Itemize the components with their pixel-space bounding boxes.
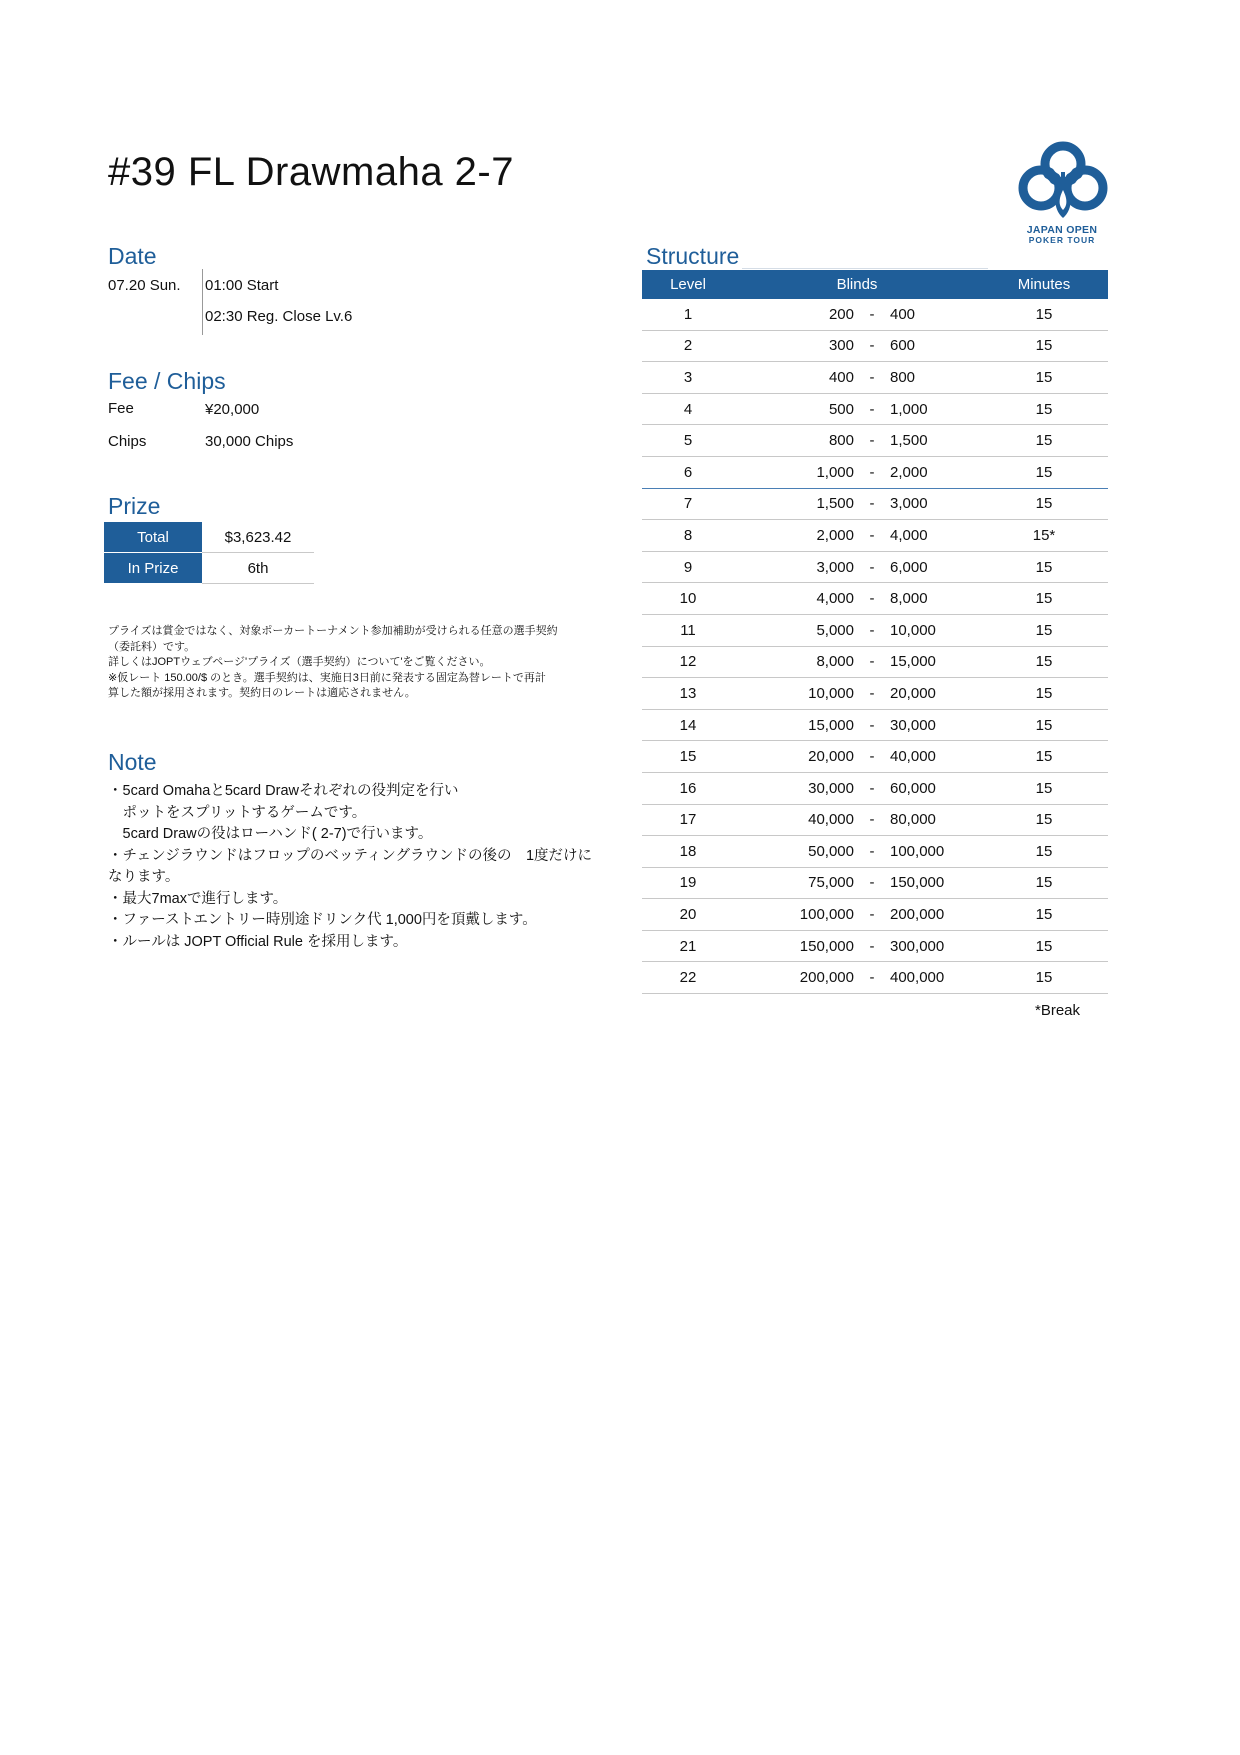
small-blind-cell: 2,000 [734, 520, 854, 552]
level-cell: 16 [642, 772, 734, 804]
minutes-column-header: Minutes [980, 270, 1108, 299]
blind-separator: - [854, 393, 890, 425]
small-blind-cell: 15,000 [734, 709, 854, 741]
structure-row [642, 330, 1108, 362]
prize-in-prize-label: In Prize [104, 553, 202, 584]
start-time: 01:00 Start [205, 277, 279, 294]
prize-total-label: Total [104, 522, 202, 553]
structure-row [642, 362, 1108, 394]
small-blind-cell: 500 [734, 393, 854, 425]
minutes-cell: 15 [980, 551, 1108, 583]
minutes-cell: 15 [980, 362, 1108, 394]
minutes-cell: 15 [980, 772, 1108, 804]
big-blind-cell: 600 [890, 330, 980, 362]
big-blind-cell: 1,000 [890, 393, 980, 425]
blind-separator: - [854, 962, 890, 994]
small-blind-cell: 100,000 [734, 899, 854, 931]
big-blind-cell: 60,000 [890, 772, 980, 804]
level-cell: 14 [642, 709, 734, 741]
level-cell: 20 [642, 899, 734, 931]
blind-separator: - [854, 456, 890, 488]
prize-row-total [104, 522, 314, 553]
minutes-cell: 15 [980, 930, 1108, 962]
level-cell: 2 [642, 330, 734, 362]
big-blind-cell: 400,000 [890, 962, 980, 994]
minutes-cell: 15 [980, 488, 1108, 520]
structure-row [642, 962, 1108, 994]
small-blind-cell: 1,000 [734, 456, 854, 488]
prize-row-in-prize [104, 553, 314, 584]
blind-separator: - [854, 741, 890, 773]
big-blind-cell: 15,000 [890, 646, 980, 678]
structure-row [642, 741, 1108, 773]
small-blind-cell: 1,500 [734, 488, 854, 520]
chips-value: 30,000 Chips [205, 433, 294, 450]
minutes-cell: 15 [980, 962, 1108, 994]
note-line: ・ルールは JOPT Official Rule を採用します。 [108, 933, 408, 950]
minutes-cell: 15 [980, 836, 1108, 868]
big-blind-cell: 1,500 [890, 425, 980, 457]
minutes-cell: 15 [980, 899, 1108, 931]
structure-heading: Structure [646, 243, 740, 269]
level-cell: 19 [642, 867, 734, 899]
structure-header-row [642, 270, 1108, 299]
level-cell: 5 [642, 425, 734, 457]
big-blind-cell: 800 [890, 362, 980, 394]
big-blind-cell: 20,000 [890, 678, 980, 710]
structure-row [642, 836, 1108, 868]
blind-separator: - [854, 804, 890, 836]
structure-row [642, 678, 1108, 710]
minutes-cell: 15 [980, 425, 1108, 457]
minutes-cell: 15 [980, 583, 1108, 615]
logo-line-2: POKER TOUR [1028, 235, 1096, 245]
minutes-cell: 15 [980, 741, 1108, 773]
level-cell: 3 [642, 362, 734, 394]
blind-structure-table [642, 270, 1108, 994]
fee-value: ¥20,000 [205, 401, 260, 418]
blinds-column-header: Blinds [734, 270, 980, 299]
blind-separator: - [854, 709, 890, 741]
note-heading: Note [108, 749, 157, 775]
small-blind-cell: 4,000 [734, 583, 854, 615]
big-blind-cell: 300,000 [890, 930, 980, 962]
logo-text [1012, 225, 1112, 245]
date-heading: Date [108, 243, 157, 269]
prize-in-prize-value: 6th [202, 553, 314, 584]
structure-row [642, 393, 1108, 425]
level-cell: 4 [642, 393, 734, 425]
structure-row [642, 551, 1108, 583]
small-blind-cell: 5,000 [734, 614, 854, 646]
level-cell: 6 [642, 456, 734, 488]
note-line: ・最大7maxで進行します。 [108, 890, 288, 907]
structure-row [642, 488, 1108, 520]
structure-row [642, 456, 1108, 488]
level-column-header: Level [642, 270, 734, 299]
structure-row [642, 772, 1108, 804]
structure-row [642, 709, 1108, 741]
small-blind-cell: 200 [734, 299, 854, 330]
minutes-cell: 15 [980, 330, 1108, 362]
blind-separator: - [854, 299, 890, 330]
logo-line-1: JAPAN OPEN [1026, 224, 1098, 236]
reg-close-time: 02:30 Reg. Close Lv.6 [205, 308, 353, 325]
big-blind-cell: 30,000 [890, 709, 980, 741]
small-blind-cell: 800 [734, 425, 854, 457]
minutes-cell: 15 [980, 678, 1108, 710]
minutes-cell: 15 [980, 456, 1108, 488]
structure-row [642, 930, 1108, 962]
minutes-cell: 15 [980, 804, 1108, 836]
note-body [108, 781, 592, 953]
small-blind-cell: 30,000 [734, 772, 854, 804]
note-line: ・チェンジラウンドはフロップのベッティングラウンドの後の 1度だけに [108, 847, 593, 864]
big-blind-cell: 10,000 [890, 614, 980, 646]
small-blind-cell: 8,000 [734, 646, 854, 678]
blind-separator: - [854, 330, 890, 362]
blind-separator: - [854, 520, 890, 552]
level-cell: 22 [642, 962, 734, 994]
big-blind-cell: 2,000 [890, 456, 980, 488]
big-blind-cell: 150,000 [890, 867, 980, 899]
big-blind-cell: 6,000 [890, 551, 980, 583]
structure-row [642, 899, 1108, 931]
note-line: ・5card Omahaと5card Drawそれぞれの役判定を行い [108, 783, 459, 799]
prize-heading: Prize [108, 493, 161, 519]
blind-separator: - [854, 362, 890, 394]
note-line: なります。 [108, 869, 180, 885]
blind-separator: - [854, 551, 890, 583]
big-blind-cell: 3,000 [890, 488, 980, 520]
fee-chips-heading: Fee / Chips [108, 368, 226, 394]
disclaimer-line: ※仮レート 150.00/$ のとき。選手契約は、実施日3日前に発表する固定為替レートで再計 [108, 671, 546, 684]
big-blind-cell: 200,000 [890, 899, 980, 931]
note-line: ポットをスプリットするゲームです。 [108, 804, 367, 821]
structure-row [642, 646, 1108, 678]
level-cell: 17 [642, 804, 734, 836]
minutes-cell: 15 [980, 393, 1108, 425]
level-cell: 12 [642, 646, 734, 678]
level-cell: 13 [642, 678, 734, 710]
level-cell: 8 [642, 520, 734, 552]
level-cell: 10 [642, 583, 734, 615]
chips-label: Chips [108, 433, 147, 450]
level-cell: 18 [642, 836, 734, 868]
break-footnote: *Break [1035, 1002, 1081, 1019]
note-line: 5card Drawの役はローハンド( 2-7)で行います。 [108, 826, 433, 842]
prize-total-value: $3,623.42 [202, 522, 314, 553]
small-blind-cell: 200,000 [734, 962, 854, 994]
big-blind-cell: 100,000 [890, 836, 980, 868]
blind-separator: - [854, 583, 890, 615]
big-blind-cell: 400 [890, 299, 980, 330]
blind-separator: - [854, 425, 890, 457]
small-blind-cell: 50,000 [734, 836, 854, 868]
small-blind-cell: 3,000 [734, 551, 854, 583]
level-cell: 21 [642, 930, 734, 962]
small-blind-cell: 150,000 [734, 930, 854, 962]
blind-separator: - [854, 614, 890, 646]
disclaimer-line: 算した額が採用されます。契約日のレートは適応されません。 [108, 687, 416, 699]
minutes-cell: 15 [980, 614, 1108, 646]
note-line: ・ファーストエントリー時別途ドリンク代 1,000円を頂戴します。 [108, 912, 537, 928]
blind-separator: - [854, 678, 890, 710]
disclaimer-line: 詳しくはJOPTウェブページ'プライズ（選手契約）について'をご覧ください。 [108, 656, 491, 668]
blind-separator: - [854, 646, 890, 678]
minutes-cell: 15 [980, 299, 1108, 330]
structure-row [642, 867, 1108, 899]
minutes-cell: 15 [980, 709, 1108, 741]
date-divider [202, 269, 203, 335]
small-blind-cell: 40,000 [734, 804, 854, 836]
minutes-cell: 15* [980, 520, 1108, 552]
big-blind-cell: 40,000 [890, 741, 980, 773]
structure-row [642, 583, 1108, 615]
small-blind-cell: 10,000 [734, 678, 854, 710]
page-title: #39 FL Drawmaha 2-7 [108, 150, 514, 194]
level-cell: 9 [642, 551, 734, 583]
minutes-cell: 15 [980, 646, 1108, 678]
level-cell: 11 [642, 614, 734, 646]
blind-separator: - [854, 930, 890, 962]
structure-row [642, 520, 1108, 552]
small-blind-cell: 20,000 [734, 741, 854, 773]
big-blind-cell: 8,000 [890, 583, 980, 615]
level-cell: 7 [642, 488, 734, 520]
structure-heading-rule [742, 268, 988, 269]
small-blind-cell: 75,000 [734, 867, 854, 899]
level-cell: 15 [642, 741, 734, 773]
blind-separator: - [854, 867, 890, 899]
structure-row [642, 425, 1108, 457]
blind-separator: - [854, 488, 890, 520]
minutes-cell: 15 [980, 867, 1108, 899]
level-cell: 1 [642, 299, 734, 330]
prize-disclaimer [108, 624, 588, 702]
disclaimer-line: プライズは賞金ではなく、対象ポーカートーナメント参加補助が受けられる任意の選手契約 [108, 625, 558, 637]
prize-table [104, 522, 314, 584]
blind-separator: - [854, 772, 890, 804]
big-blind-cell: 4,000 [890, 520, 980, 552]
small-blind-cell: 400 [734, 362, 854, 394]
blind-separator: - [854, 899, 890, 931]
event-date: 07.20 Sun. [108, 277, 181, 294]
disclaimer-line: （委託料）です。 [108, 640, 196, 653]
small-blind-cell: 300 [734, 330, 854, 362]
structure-row [642, 614, 1108, 646]
blind-separator: - [854, 836, 890, 868]
big-blind-cell: 80,000 [890, 804, 980, 836]
structure-row [642, 804, 1108, 836]
structure-row [642, 299, 1108, 330]
fee-label: Fee [108, 400, 134, 417]
